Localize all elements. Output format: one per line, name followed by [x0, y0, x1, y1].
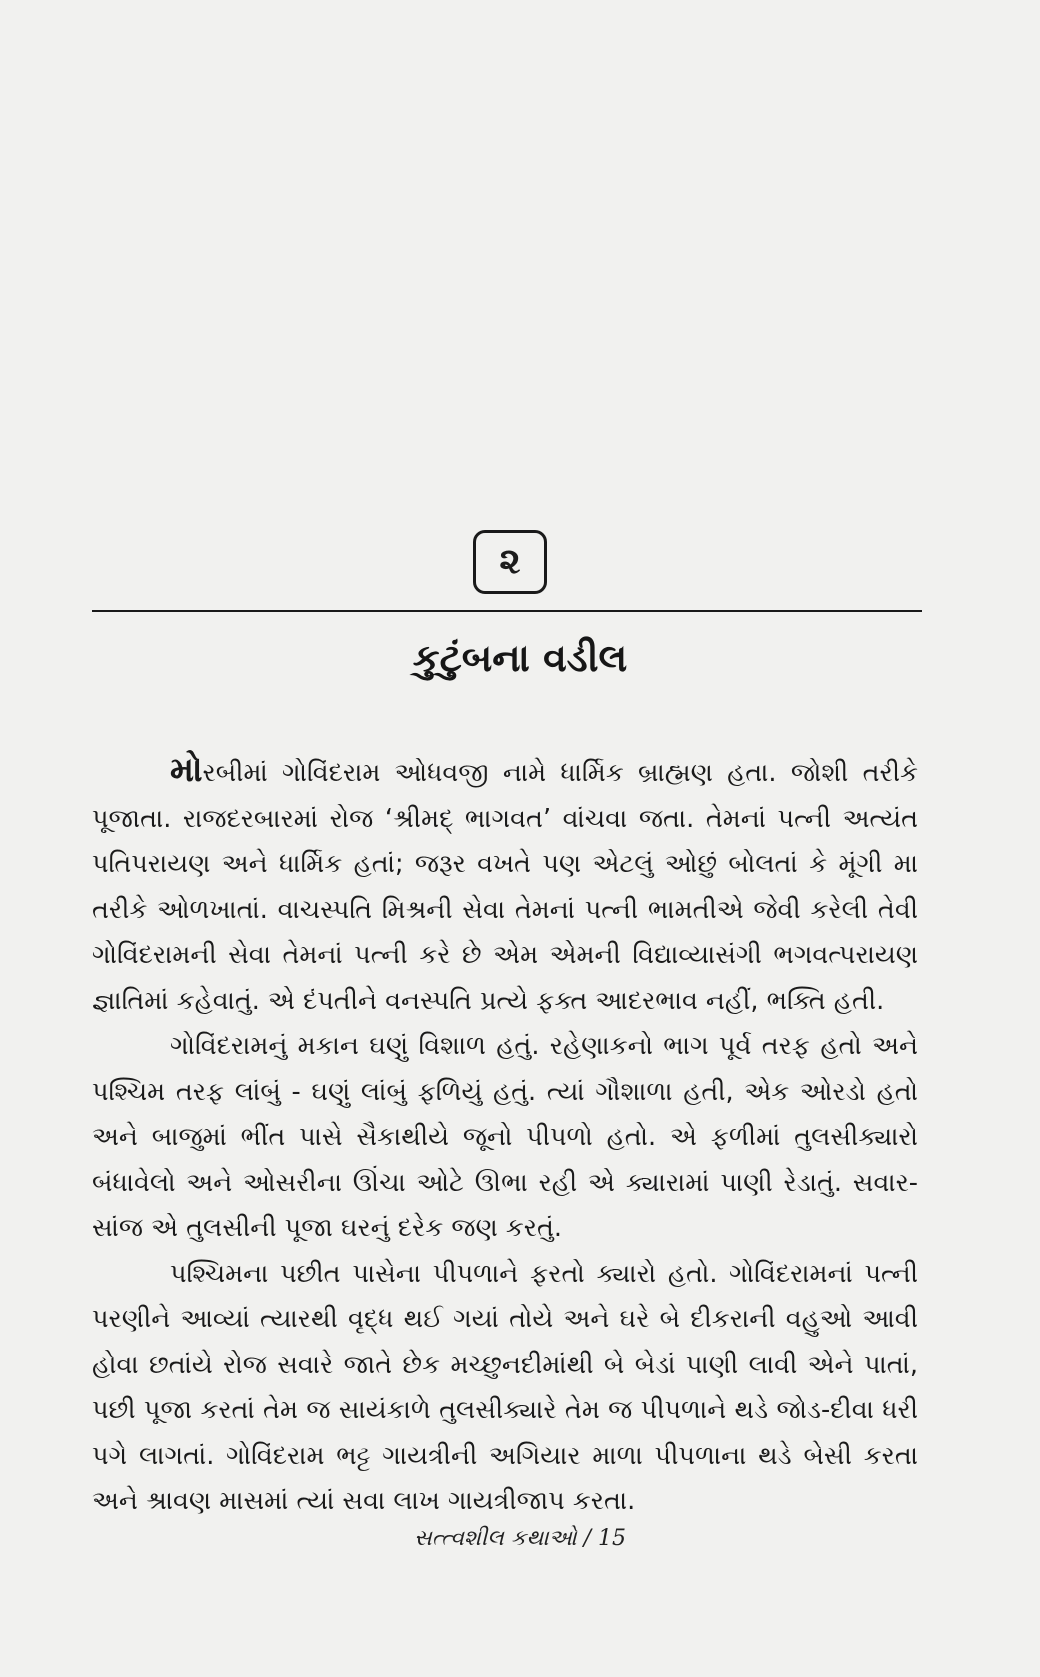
- paragraph-1: [92, 748, 918, 1024]
- footer-book-title: સત્ત્વશીલ કથાઓ: [414, 1526, 577, 1551]
- paragraph-1-text: રબીમાં ગોવિંદરામ ઓધવજી નામે ધાર્મિક બ્રાહ્મણ હતા. જોશી તરીકે પૂજાતા. રાજદરબારમાં રોજ ‘શ્રીમદ્ ભાગવત’ વાંચવા જતા. તેમનાં પત્ની અત્યંત પતિપરાયણ અને ધાર્મિક હતાં; જરૂર વખતે પણ એટલું ઓછું બોલતાં કે મૂંગી મા તરીકે ઓળખાતાં. વાચસ્પતિ મિશ્રની સેવા તેમનાં પત્ની ભામતીએ જેવી કરેલી તેવી ગોવિંદરામની સેવા તેમનાં પત્ની કરે છે એમ એમની વિદ્યાવ્યાસંગી ભગવત્પરાયણ જ્ઞાતિમાં કહેવાતું. એ દંપતીને વનસ્પતિ પ્રત્યે ફક્ત આદરભાવ નહીં, ભક્તિ હતી.: [92, 758, 918, 1016]
- page-footer: [0, 1526, 1040, 1551]
- chapter-divider: [92, 610, 922, 612]
- paragraph-2: ગોવિંદરામનું મકાન ઘણું વિશાળ હતું. રહેણાકનો ભાગ પૂર્વ તરફ હતો અને પશ્ચિમ તરફ લાંબું - ઘણું લાંબું ફળિયું હતું. ત્યાં ગૌશાળા હતી, એક ઓરડો હતો અને બાજુમાં ભીંત પાસે સૈકાથીયે જૂનો પીપળો હતો. એ ફળીમાં તુલસીક્યારો બંધાવેલો અને ઓસરીના ઊંચા ઓટે ઊભા રહી એ ક્યારામાં પાણી રેડાતું. સવાર-સાંજ એ તુલસીની પૂજા ઘરનું દરેક જણ કરતું.: [92, 1031, 918, 1243]
- chapter-body: [92, 748, 918, 1525]
- drop-cap: મો: [170, 750, 203, 790]
- chapter-title: કુટુંબના વડીલ: [412, 636, 628, 680]
- chapter-number-box: [473, 530, 547, 594]
- paragraph-3: પશ્ચિમના પછીત પાસેના પીપળાને ફરતો ક્યારો હતો. ગોવિંદરામનાં પત્ની પરણીને આવ્યાં ત્યારથી વૃદ્ધ થઈ ગયાં તોયે અને ઘરે બે દીકરાની વહુઓ આવી હોવા છતાંયે રોજ સવારે જાતે છેક મચ્છુનદીમાંથી બે બેડાં પાણી લાવી એને પાતાં, પછી પૂજા કરતાં તેમ જ સાયંકાળે તુલસીક્યારે તેમ જ પીપળાને થડે જોડ-દીવા ધરી પગે લાગતાં. ગોવિંદરામ ભટ્ટ ગાયત્રીની અગિયાર માળા પીપળાના થડે બેસી કરતા અને શ્રાવણ માસમાં ત્યાં સવા લાખ ગાયત્રીજાપ કરતા.: [92, 1258, 918, 1516]
- footer-page-number: 15: [597, 1526, 626, 1551]
- chapter-number: ૨: [499, 541, 521, 582]
- footer-separator: /: [576, 1526, 598, 1551]
